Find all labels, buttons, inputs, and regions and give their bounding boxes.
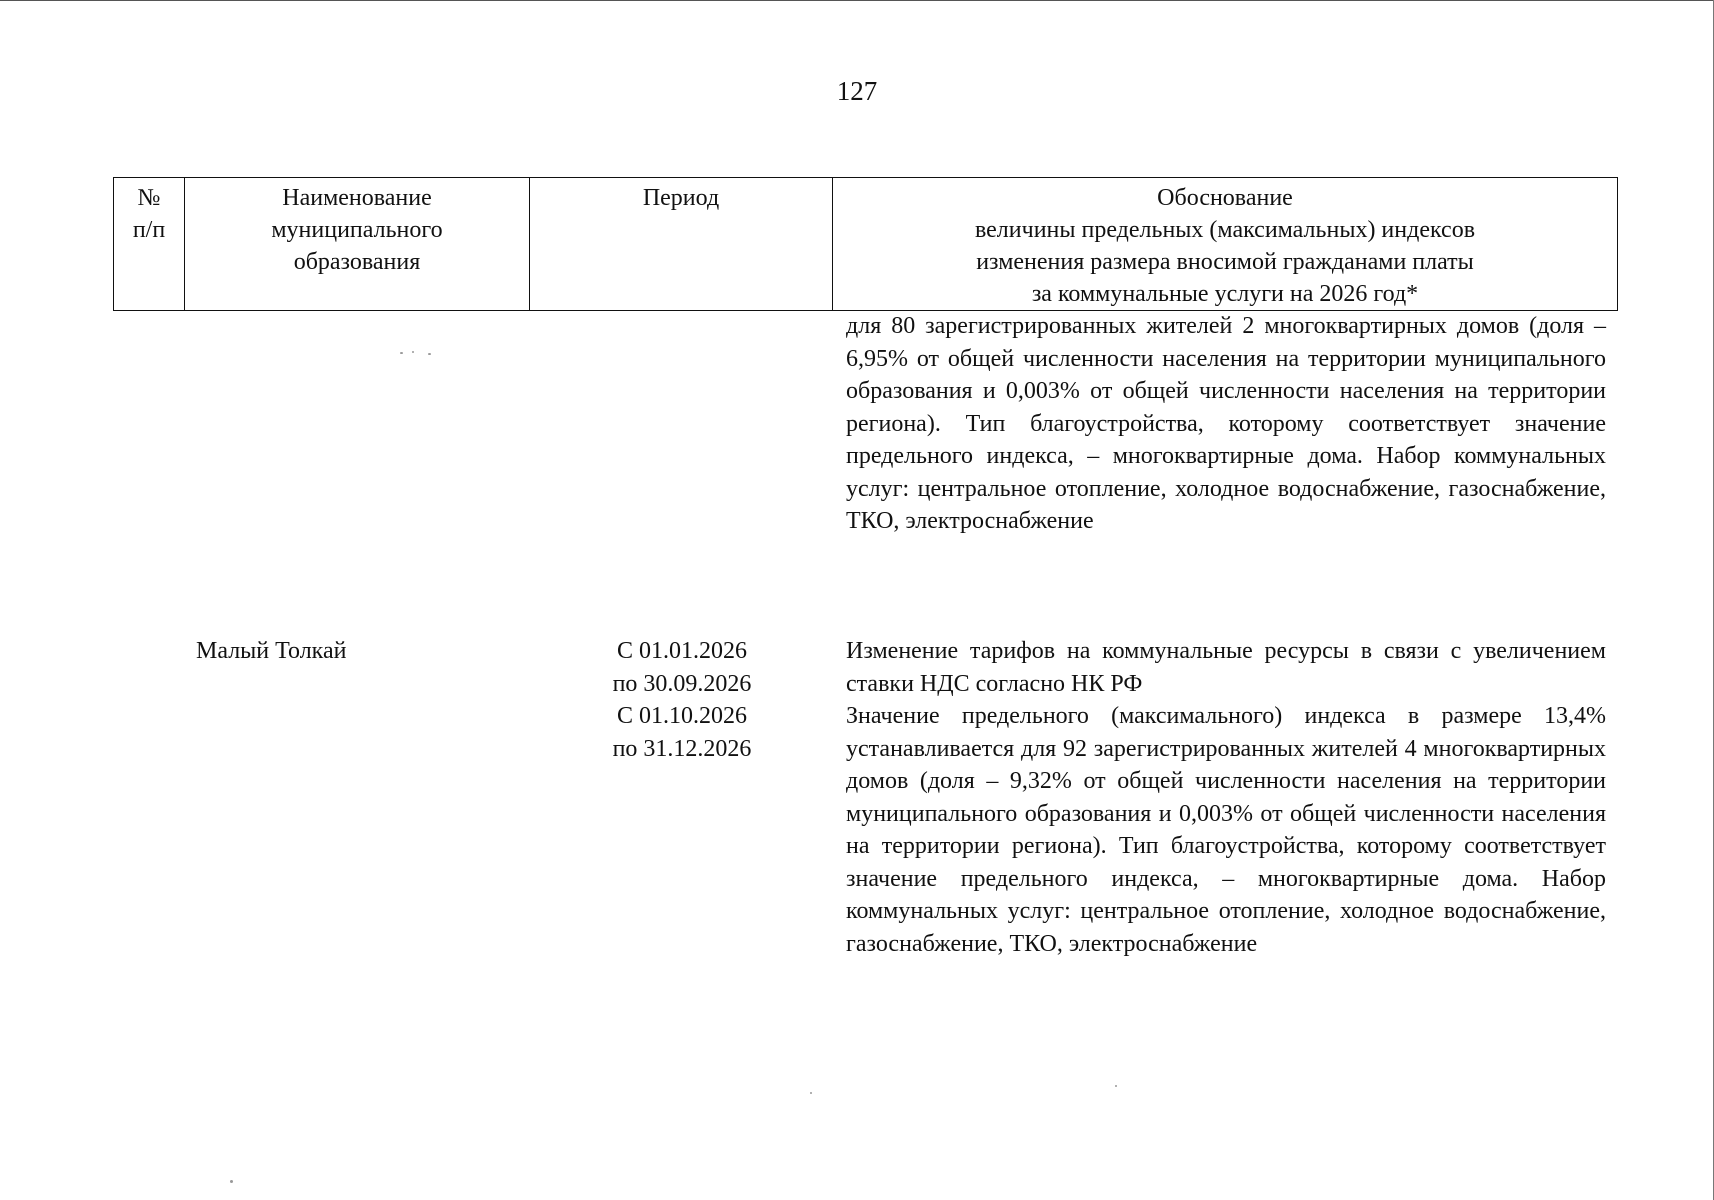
- scan-speck: [400, 352, 403, 354]
- table-header: [113, 177, 1618, 311]
- basis-paragraph-vat: Изменение тарифов на коммунальные ресурсы в связи с увеличением ставки НДС согласно НК РФ: [846, 638, 1606, 697]
- header-cell-municipality: [185, 178, 530, 311]
- header-basis-line: за коммунальные услуги на 2026 год*: [1031, 281, 1419, 307]
- header-municipality-line: Наименование: [282, 185, 432, 211]
- header-cell-basis: [833, 178, 1618, 311]
- period-line: С 01.10.2026: [616, 703, 747, 729]
- scan-speck: [810, 1092, 812, 1094]
- header-cell-number: [114, 178, 185, 311]
- period-line: С 01.01.2026: [616, 638, 747, 664]
- header-basis-line: величины предельных (максимальных) индексов: [974, 217, 1476, 243]
- municipality-name: Малый Толкай: [196, 638, 347, 664]
- period-line: по 31.12.2026: [612, 735, 752, 762]
- period-list: [530, 635, 834, 765]
- scan-speck: [1115, 1085, 1117, 1087]
- header-basis-line: изменения размера вносимой гражданами платы: [976, 249, 1474, 275]
- basis-paragraph-index: Значение предельного (максимального) индекса в размере 13,4% устанавливается для 92 зарегистрированных жителей 4 многоквартирных домов (доля – 9,32% от общей численности населения на территории муниципального образования и 0,003% от общей численности населения на территории региона). Тип благоустройства, которому соответствует значение предельного индекса, – многоквартирные дома. Набор коммунальных услуг: центральное отопление, холодное водоснабжение, газоснабжение, ТКО, электроснабжение: [846, 703, 1606, 957]
- header-municipality-line: образования: [293, 249, 421, 275]
- header-basis-line: Обоснование: [1157, 185, 1293, 211]
- scan-speck: [428, 353, 431, 355]
- header-number-line: п/п: [132, 217, 166, 243]
- header-number-line: №: [137, 185, 161, 211]
- scan-border-top: [0, 0, 1714, 1]
- scan-speck: [412, 351, 414, 353]
- header-municipality-line: муниципального: [271, 217, 443, 243]
- page-number: 127: [836, 76, 878, 106]
- header-cell-period: [530, 178, 833, 311]
- continued-basis-text: [846, 310, 1606, 538]
- header-period-line: Период: [642, 185, 720, 211]
- period-line: по 30.09.2026: [612, 670, 752, 697]
- continued-basis-paragraph: для 80 зарегистрированных жителей 2 многоквартирных домов (доля – 6,95% от общей численности населения на территории муниципального образования и 0,003% от общей численности населения на территории региона). Тип благоустройства, которому соответствует значение предельного индекса, – многоквартирные дома. Набор коммунальных услуг: центральное отопление, холодное водоснабжение, газоснабжение, ТКО, электроснабжение: [846, 313, 1606, 534]
- scan-speck: [230, 1180, 233, 1183]
- entry-basis-text: [846, 635, 1606, 960]
